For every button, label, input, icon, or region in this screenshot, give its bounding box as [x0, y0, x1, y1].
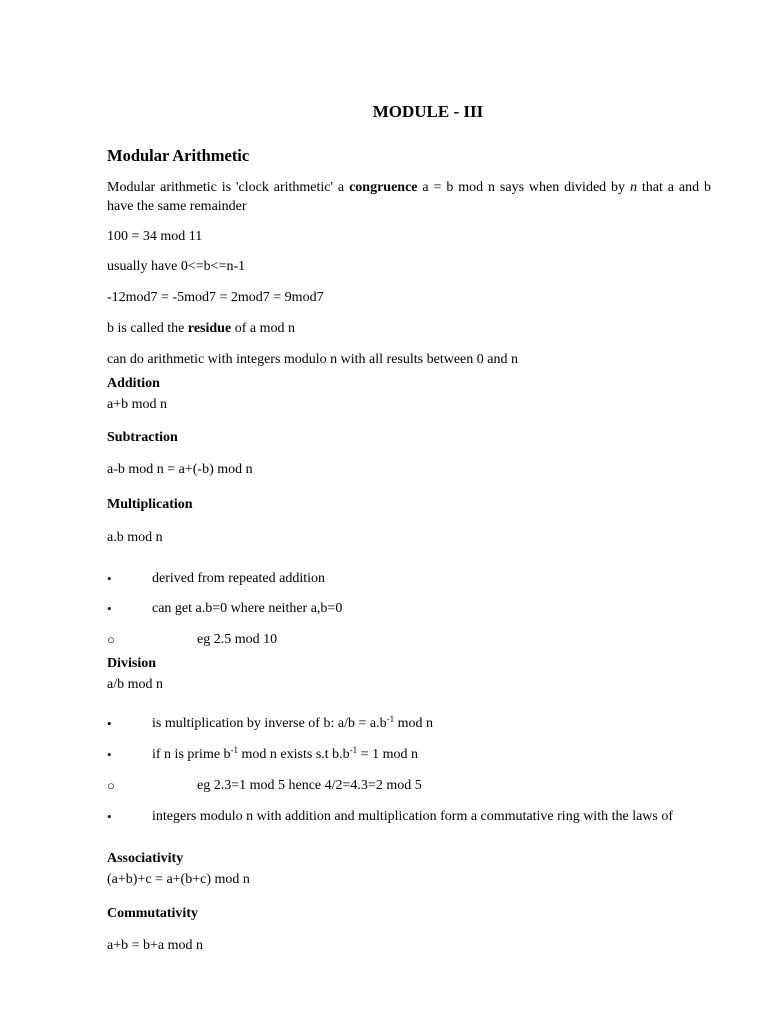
- division-bullet-2: [152, 746, 418, 764]
- intro-part3: that a and b have the same remainder: [107, 180, 712, 214]
- division-b2-sup1: -1: [230, 745, 239, 755]
- arithmetic-line: can do arithmetic with integers modulo n with all results between 0 and n: [107, 352, 518, 367]
- page-title: MODULE - III: [372, 102, 484, 121]
- subtraction-heading: Subtraction: [107, 430, 178, 445]
- division-ring-line: integers modulo n with addition and multiplication form a commutative ring with the laws of: [152, 809, 674, 824]
- sub-bullet-marker: ○: [107, 632, 115, 647]
- section-heading: Modular Arithmetic: [107, 146, 250, 165]
- sub-bullet-marker: ○: [107, 778, 115, 793]
- example-line: 100 = 34 mod 11: [107, 229, 203, 244]
- division-b1-sup: -1: [386, 714, 395, 724]
- intro-paragraph: [107, 178, 711, 216]
- bullet-marker: •: [107, 809, 112, 824]
- division-sub-example: eg 2.3=1 mod 5 hence 4/2=4.3=2 mod 5: [197, 778, 422, 793]
- bullet-marker: •: [107, 747, 112, 762]
- multiplication-formula: a.b mod n: [107, 530, 163, 545]
- residue-post: of a mod n: [231, 321, 295, 336]
- division-b1-pre: is multiplication by inverse of b: a/b = a.b: [152, 716, 387, 731]
- division-bullet-1: [152, 715, 433, 733]
- multiplication-heading: Multiplication: [107, 497, 193, 512]
- associativity-heading: Associativity: [107, 851, 184, 866]
- bullet-marker: •: [107, 571, 112, 586]
- commutativity-heading: Commutativity: [107, 906, 198, 921]
- division-b1-post: mod n: [394, 716, 433, 731]
- division-heading: Division: [107, 656, 157, 671]
- commutativity-formula: a+b = b+a mod n: [107, 938, 204, 953]
- residue-line: [107, 320, 295, 338]
- usually-line: usually have 0<=b<=n-1: [107, 259, 246, 274]
- multiplication-sub-example: eg 2.5 mod 10: [197, 632, 278, 647]
- negative-example-line: -12mod7 = -5mod7 = 2mod7 = 9mod7: [107, 290, 324, 305]
- addition-formula: a+b mod n: [107, 397, 167, 412]
- bullet-marker: •: [107, 716, 112, 731]
- associativity-formula: (a+b)+c = a+(b+c) mod n: [107, 872, 250, 887]
- division-b2-post: = 1 mod n: [357, 747, 418, 762]
- subtraction-formula: a-b mod n = a+(-b) mod n: [107, 462, 253, 477]
- multiplication-bullet-2: can get a.b=0 where neither a,b=0: [152, 601, 343, 616]
- intro-part1: Modular arithmetic is 'clock arithmetic' a: [107, 180, 350, 195]
- division-b2-pre: if n is prime b: [152, 747, 231, 762]
- division-b2-sup2: -1: [349, 745, 358, 755]
- intro-part2: a = b mod n says when divided by: [417, 180, 630, 195]
- residue-term: residue: [187, 321, 232, 336]
- intro-congruence-term: congruence: [349, 180, 418, 195]
- division-b2-mid: mod n exists s.t b.b: [238, 747, 350, 762]
- residue-pre: b is called the: [107, 321, 188, 336]
- bullet-marker: •: [107, 601, 112, 616]
- division-formula: a/b mod n: [107, 677, 163, 692]
- multiplication-bullet-1: derived from repeated addition: [152, 571, 325, 586]
- addition-heading: Addition: [107, 376, 160, 391]
- intro-n-italic: n: [629, 180, 637, 195]
